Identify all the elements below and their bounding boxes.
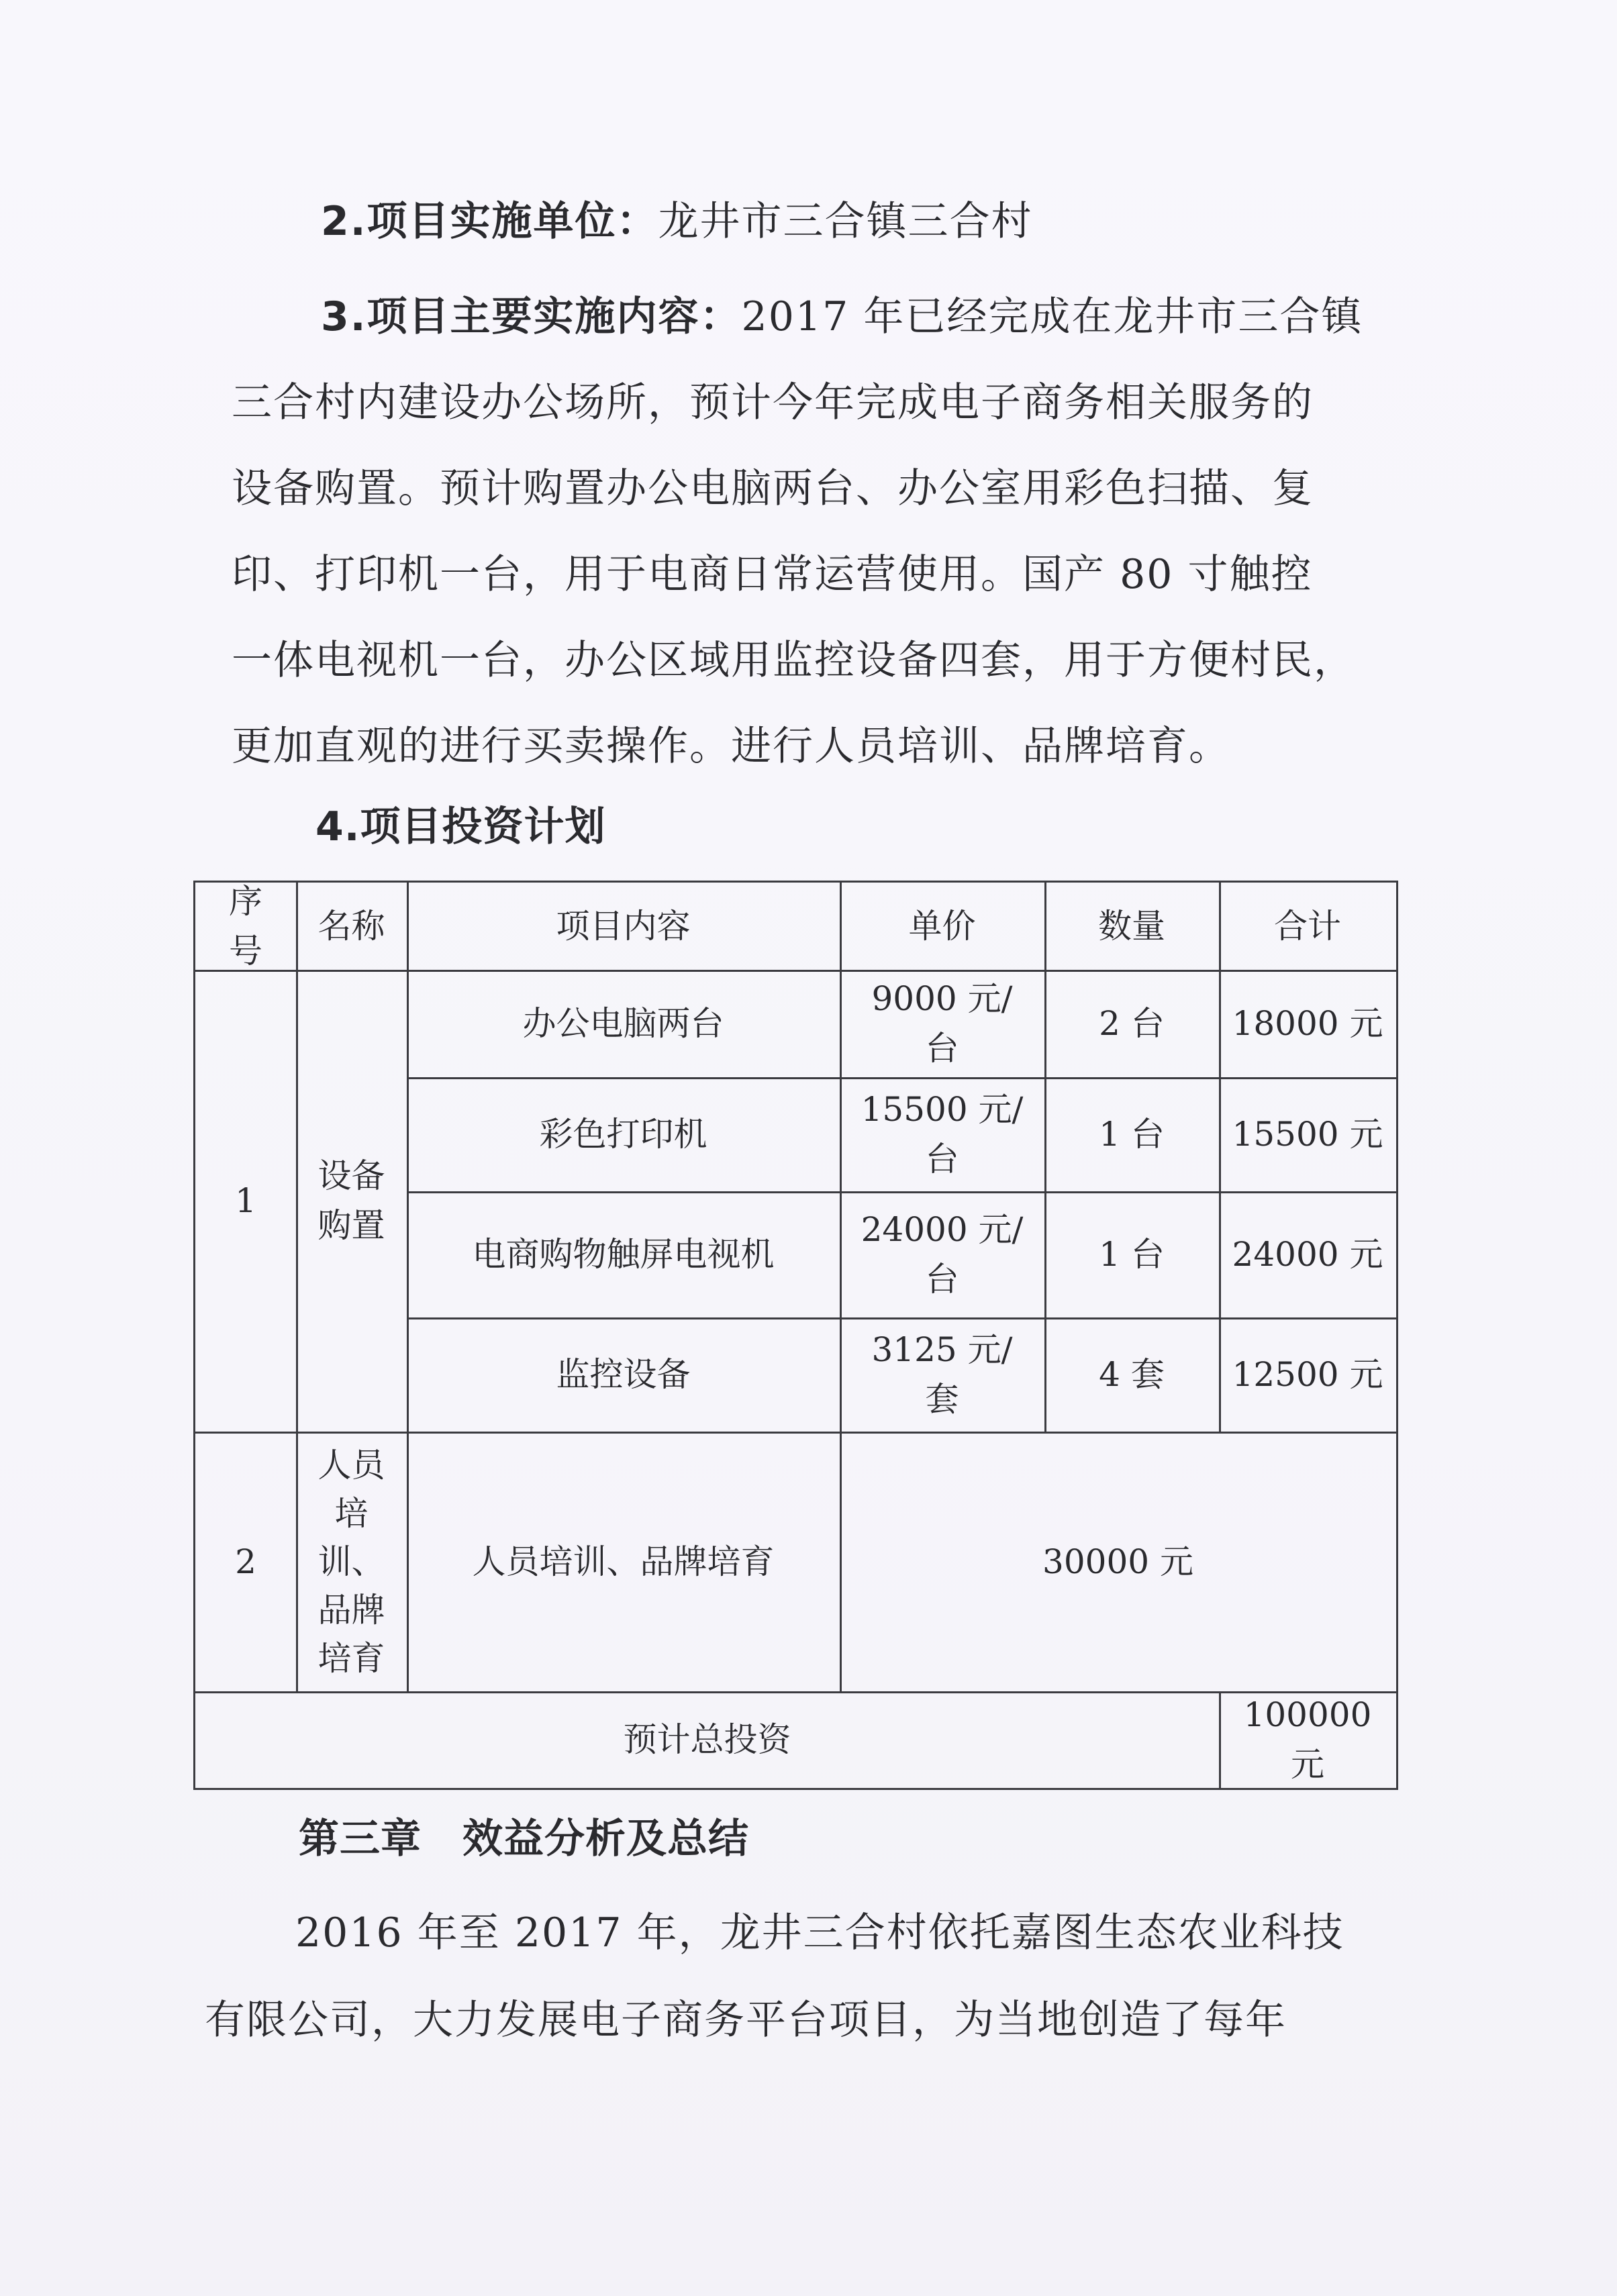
group-1-seq: 1 (235, 1181, 256, 1220)
scan-speck (27, 67, 67, 87)
header-total: 合计 (1274, 907, 1341, 946)
header-quantity: 数量 (1098, 907, 1165, 946)
section-3-line-3: 设备购置。预计购置办公电脑两台、办公室用彩色扫描、复 (232, 465, 1314, 512)
section-3-text-1: 2017 年已经完成在龙井市三合镇 (741, 293, 1363, 340)
group-2-name: 人员 培 训、 品牌 培育 (317, 1445, 385, 1678)
table-row-4-total: 12500 元 (1232, 1355, 1383, 1394)
group-2-seq: 2 (235, 1542, 256, 1581)
section-3-line-6: 更加直观的进行买卖操作。进行人员培训、品牌培育。 (232, 723, 1230, 770)
section-2-line (321, 195, 1033, 248)
table-row-1-total: 18000 元 (1232, 1004, 1383, 1043)
group-1-name: 设备 购置 (317, 1156, 385, 1245)
table-row-3-content: 电商购物触屏电视机 (472, 1235, 775, 1274)
table-row-3-unit-price: 24000 元/ 台 (861, 1210, 1024, 1299)
chapter-3-line-2: 有限公司，大力发展电子商务平台项目，为当地创造了每年 (205, 1997, 1287, 2044)
section-3-label: 3.项目主要实施内容： (321, 293, 742, 340)
section-2-label: 2.项目实施单位： (321, 198, 658, 245)
section-3-line-5: 一体电视机一台，办公区域用监控设备四套，用于方便村民， (232, 637, 1355, 684)
header-seq: 序 号 (229, 882, 262, 970)
group-2-amount: 30000 元 (1042, 1542, 1193, 1581)
section-3-line-4: 印、打印机一台，用于电商日常运营使用。国产 80 寸触控 (232, 551, 1313, 598)
table-row-3-quantity: 1 台 (1099, 1235, 1165, 1274)
table-row-2-total: 15500 元 (1232, 1115, 1383, 1154)
table-row-4-quantity: 4 套 (1099, 1355, 1165, 1394)
total-investment-value: 100000 元 (1243, 1695, 1372, 1784)
section-3-line-2: 三合村内建设办公场所，预计今年完成电子商务相关服务的 (232, 379, 1314, 426)
table-row-1-unit-price: 9000 元/ 台 (871, 979, 1013, 1068)
header-name: 名称 (317, 907, 385, 946)
table-row-4-content: 监控设备 (556, 1355, 691, 1394)
table-row-2-content: 彩色打印机 (539, 1115, 707, 1154)
section-4-title: 4.项目投资计划 (315, 803, 606, 850)
table-row-2-quantity: 1 台 (1099, 1115, 1165, 1154)
table-row-2-unit-price: 15500 元/ 台 (861, 1090, 1024, 1179)
table-row-1-content: 办公电脑两台 (522, 1004, 724, 1043)
table-row-3-total: 24000 元 (1232, 1235, 1383, 1274)
section-3-line-1 (321, 290, 1363, 344)
table-row-4-unit-price: 3125 元/ 套 (871, 1330, 1013, 1419)
investment-table (193, 881, 1398, 1790)
header-content: 项目内容 (556, 907, 691, 946)
chapter-3-title: 第三章 效益分析及总结 (299, 1815, 749, 1862)
chapter-3-line-1: 2016 年至 2017 年，龙井三合村依托嘉图生态农业科技 (295, 1909, 1344, 1956)
total-investment-label: 预计总投资 (623, 1720, 791, 1759)
header-unit-price: 单价 (908, 907, 976, 946)
section-2-value: 龙井市三合镇三合村 (658, 198, 1033, 245)
group-2-content: 人员培训、品牌培育 (472, 1542, 775, 1581)
table-row-1-quantity: 2 台 (1099, 1004, 1165, 1043)
